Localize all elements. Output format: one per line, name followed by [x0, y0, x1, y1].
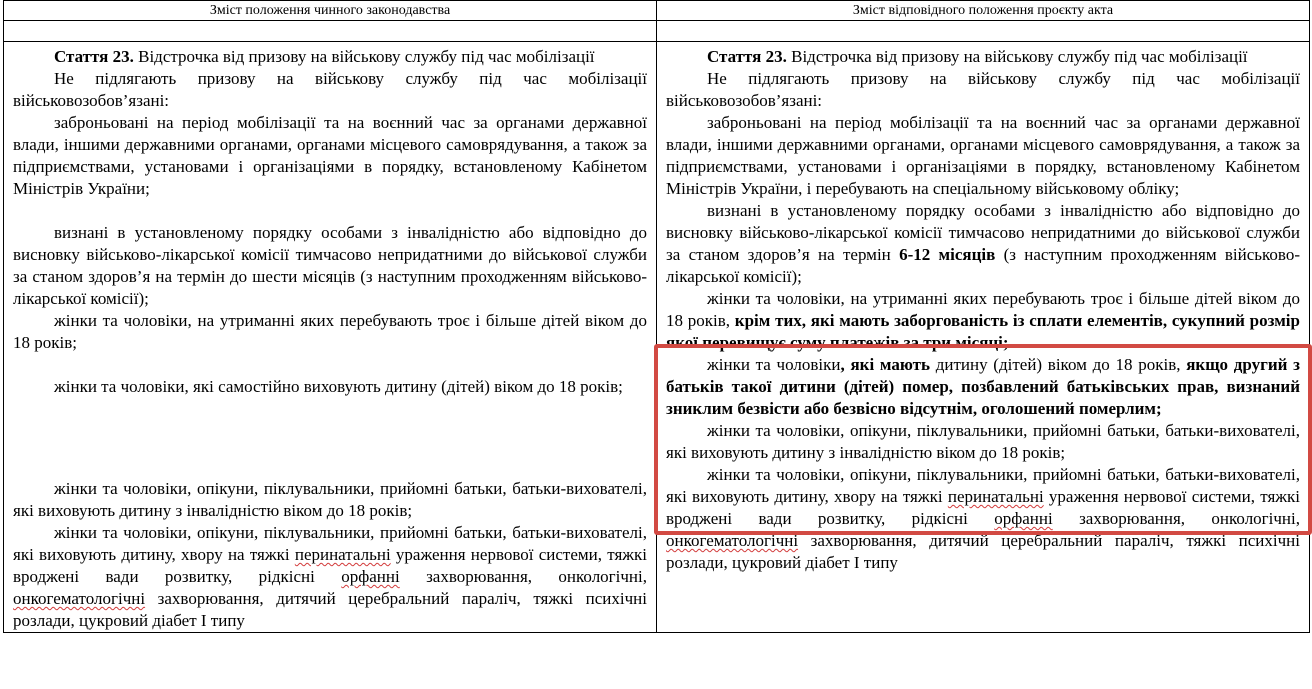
left-article-heading: Стаття 23. Відстрочка від призову на військову службу під час мобілізації	[54, 47, 595, 66]
table-header-row	[4, 1, 1310, 21]
comparison-table	[3, 0, 1310, 633]
left-article-number: Стаття 23.	[54, 47, 134, 66]
left-paragraph: жінки та чоловіки, які самостійно виховують дитину (дітей) віком до 18 років;	[54, 377, 623, 396]
right-article-number: Стаття 23.	[707, 47, 787, 66]
right-paragraph: заброньовані на період мобілізації та на воєнний час за органами державної влади, іншими державними органами, органами місцевого самоврядування, а також за підприємствами, установами і організаціями в порядку, встановленому Кабінетом Міністрів України, і перебувають на спеціальному військовому обліку;	[666, 113, 1300, 198]
left-column	[4, 42, 657, 633]
left-paragraph: Не підлягають призову на військову службу під час мобілізації військовозобов’язані:	[13, 69, 647, 110]
spelling-flag: перинатальні	[294, 545, 391, 564]
added-condition: крім тих, які мають заборгованість із сплати елементів, сукупний розмір якої перевищує суму платежів за три місяці;	[666, 311, 1300, 352]
right-article-heading: Стаття 23. Відстрочка від призову на військову службу під час мобілізації	[707, 47, 1248, 66]
left-paragraph: жінки та чоловіки, на утриманні яких перебувають троє і більше дітей віком до 18 років;	[13, 311, 647, 352]
right-paragraph: жінки та чоловіки, опікуни, піклувальники, прийомні батьки, батьки-вихователі, які виховують дитину, хвору на тяжкі перинатальні ураження нервової системи, тяжкі вроджені вади розвитку, рідкісні орфанні захворювання, онкологічні, онкогематологічні захворювання, дитячий церебральний параліч, тяжкі психічні розлади, цукровий діабет І типу	[666, 465, 1300, 572]
right-paragraph: жінки та чоловіки, які мають дитину (дітей) віком до 18 років, якщо другий з батьків такої дитини (дітей) помер, позбавлений батьківських прав, визнаний зниклим безвісти або безвісно відсутнім, оголошений померлим;	[666, 355, 1300, 418]
added-text: , які мають	[840, 355, 930, 374]
right-paragraph: жінки та чоловіки, опікуни, піклувальники, прийомні батьки, батьки-вихователі, які виховують дитину з інвалідністю віком до 18 років;	[666, 421, 1300, 462]
left-paragraph: жінки та чоловіки, опікуни, піклувальники, прийомні батьки, батьки-вихователі, які виховують дитину з інвалідністю віком до 18 років;	[13, 479, 647, 520]
right-column	[657, 42, 1310, 633]
left-paragraph: заброньовані на період мобілізації та на воєнний час за органами державної влади, іншими державними органами, органами місцевого самоврядування, а також за підприємствами, установами і організаціями в порядку, встановленому Кабінетом Міністрів України;	[13, 113, 647, 198]
spelling-flag: перинатальні	[947, 487, 1044, 506]
spelling-flag: орфанні	[994, 509, 1053, 528]
spelling-flag: онкогематологічні	[13, 589, 146, 608]
left-paragraph: визнані в установленому порядку особами з інвалідністю або відповідно до висновку військово-лікарської комісії тимчасово непридатними до військової служби за станом здоров’я на термін до шести місяців (з наступним проходженням військово-лікарської комісії);	[13, 223, 647, 308]
right-paragraph: визнані в установленому порядку особами з інвалідністю або відповідно до висновку військово-лікарської комісії тимчасово непридатними до військової служби за станом здоров’я на термін 6-12 місяців (з наступним проходженням військово-лікарської комісії);	[666, 201, 1300, 286]
header-draft-act: Зміст відповідного положення проєкту акта	[657, 1, 1310, 21]
header-current-law: Зміст положення чинного законодавства	[4, 1, 657, 21]
changed-term: 6-12 місяців	[899, 245, 996, 264]
right-paragraph: жінки та чоловіки, на утриманні яких перебувають троє і більше дітей віком до 18 років, крім тих, які мають заборгованість із сплати елементів, сукупний розмір якої перевищує суму платежів за три місяці;	[666, 289, 1300, 352]
left-paragraph: жінки та чоловіки, опікуни, піклувальники, прийомні батьки, батьки-вихователі, які виховують дитину, хвору на тяжкі перинатальні ураження нервової системи, тяжкі вроджені вади розвитку, рідкісні орфанні захворювання, онкологічні, онкогематологічні захворювання, дитячий церебральний параліч, тяжкі психічні розлади, цукровий діабет І типу	[13, 523, 647, 630]
right-paragraph: Не підлягають призову на військову службу під час мобілізації військовозобов’язані:	[666, 69, 1300, 110]
added-condition: якщо другий з батьків такої дитини (дітей) помер, позбавлений батьківських прав, визнаний зниклим безвісти або безвісно відсутнім, оголошений померлим;	[666, 355, 1300, 418]
spelling-flag: орфанні	[341, 567, 400, 586]
table-body-row	[4, 42, 1310, 633]
table-spacer-row	[4, 21, 1310, 42]
spelling-flag: онкогематологічні	[666, 531, 799, 550]
